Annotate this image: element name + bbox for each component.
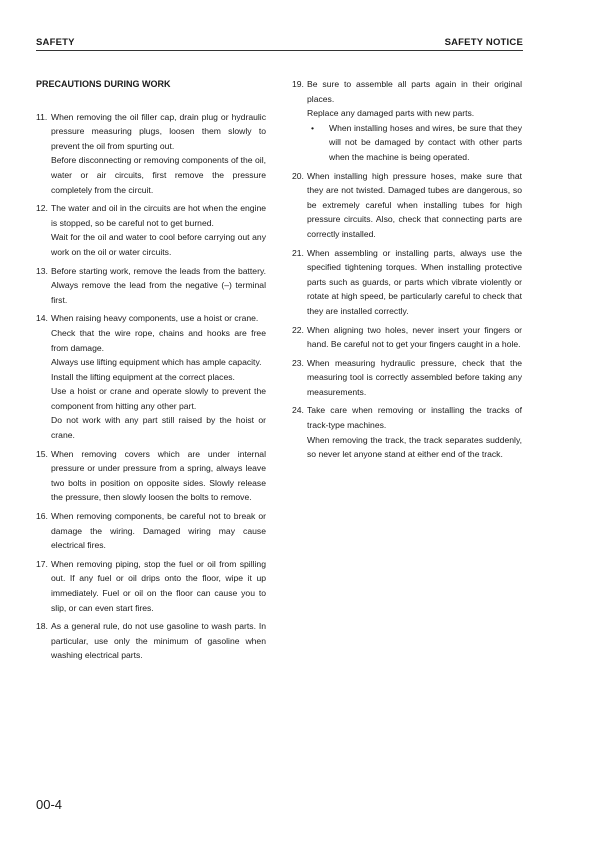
item-text: When removing the track, the track separates suddenly, so never let anyone stand at either end of the track. xyxy=(307,434,522,460)
item-number: 15. xyxy=(36,448,48,459)
right-column xyxy=(292,77,522,466)
item-number: 12. xyxy=(36,203,48,214)
item-number: 13. xyxy=(36,265,48,276)
item-text: Use a hoist or crane and operate slowly to prevent the component from hitting any other part. xyxy=(51,386,266,411)
bullet-icon: • xyxy=(311,122,315,133)
bullet-text: When installing hoses and wires, be sure that they will not be damaged by contact with other parts when the machine is being operated. xyxy=(329,122,522,162)
item-text: When installing high pressure hoses, make sure that they are not twisted. Damaged tubes are dangerous, so be extremely careful when installing tubes for high pressure circuits. Also, check that connecting parts are correctly installed. xyxy=(307,170,522,239)
item-text: Check that the wire rope, chains and hooks are free from damage. xyxy=(51,327,266,353)
item-number: 14. xyxy=(36,313,48,324)
item-number: 22. xyxy=(292,324,304,335)
list-item xyxy=(36,509,266,553)
item-number: 17. xyxy=(36,558,48,569)
item-text: When assembling or installing parts, always use the specified tightening torques. When installing protective parts such as guards, or parts which vibrate violently or rotate at high speed, be particularly careful to check that they are installed correctly. xyxy=(307,247,522,316)
item-number: 21. xyxy=(292,247,304,258)
item-text: When removing covers which are under internal pressure or under pressure from a spring, always leave two bolts in position on opposite sides. Slowly release the pressure, then slowly loosen the bolts to remove. xyxy=(51,448,266,503)
list-item xyxy=(292,356,522,400)
list-item xyxy=(36,264,266,308)
list-item xyxy=(36,619,266,663)
item-text: Replace any damaged parts with new parts. xyxy=(307,108,475,119)
item-text: Wait for the oil and water to cool before carrying out any work on the oil or water circuits. xyxy=(51,232,266,257)
section-title: PRECAUTIONS DURING WORK xyxy=(36,79,171,89)
item-text: When measuring hydraulic pressure, check that the measuring tool is correctly assembled before taking any measurements. xyxy=(307,357,522,397)
item-number: 16. xyxy=(36,511,48,522)
list-item xyxy=(36,311,266,442)
item-text: Take care when removing or installing the tracks of track-type machines. xyxy=(307,405,522,431)
list-item xyxy=(292,246,522,319)
list-item xyxy=(292,403,522,461)
item-number: 19. xyxy=(292,79,304,89)
bullet-point xyxy=(307,121,522,165)
item-text: When removing components, be careful not to break or damage the wiring. Damaged wiring may cause electrical fires. xyxy=(51,511,266,551)
item-text: Install the lifting equipment at the correct places. xyxy=(51,371,235,382)
item-text: Always use lifting equipment which has ample capacity. xyxy=(51,357,262,368)
list-item xyxy=(36,557,266,615)
item-text: When aligning two holes, never insert your fingers or hand. Be careful not to get your fingers caught in a hole. xyxy=(307,324,522,350)
item-text: When removing piping, stop the fuel or oil from spilling out. If any fuel or oil drips onto the floor, wipe it up immediately. Fuel or oil on the floor can cause you to slip, or can even start fires. xyxy=(51,558,266,613)
list-item xyxy=(36,447,266,505)
list-item xyxy=(292,169,522,242)
item-number: 18. xyxy=(36,621,48,632)
item-text: Be sure to assemble all parts again in their original places. xyxy=(307,79,522,104)
item-number: 11. xyxy=(36,111,48,122)
list-item xyxy=(292,323,522,352)
left-column xyxy=(36,77,266,667)
item-text: Before disconnecting or removing components of the oil, water or air circuits, first remove the pressure completely from the circuit. xyxy=(51,155,266,195)
list-item xyxy=(292,77,522,165)
header-rule xyxy=(36,50,523,51)
item-text: Do not work with any part still raised by the hoist or crane. xyxy=(51,415,266,441)
item-number: 24. xyxy=(292,405,304,416)
item-text: Before starting work, remove the leads from the battery. Always remove the lead from the negative (–) terminal first. xyxy=(51,265,266,305)
item-number: 20. xyxy=(292,170,304,181)
header-chapter-title: SAFETY NOTICE xyxy=(444,37,523,48)
page-number: 00-4 xyxy=(36,797,63,812)
list-item xyxy=(36,201,266,259)
item-text: When removing the oil filler cap, drain plug or hydraulic pressure measuring plugs, loosen them slowly to prevent the oil from spurting out. xyxy=(51,111,266,151)
item-text: The water and oil in the circuits are hot when the engine is stopped, so be careful not to get burned. xyxy=(51,203,266,228)
item-number: 23. xyxy=(292,357,304,368)
item-text: When raising heavy components, use a hoist or crane. xyxy=(51,313,259,324)
header-section-title: SAFETY xyxy=(36,37,75,48)
item-text: As a general rule, do not use gasoline to wash parts. In particular, use only the minimum of gasoline when washing electrical parts. xyxy=(51,621,266,661)
list-item xyxy=(36,110,266,198)
